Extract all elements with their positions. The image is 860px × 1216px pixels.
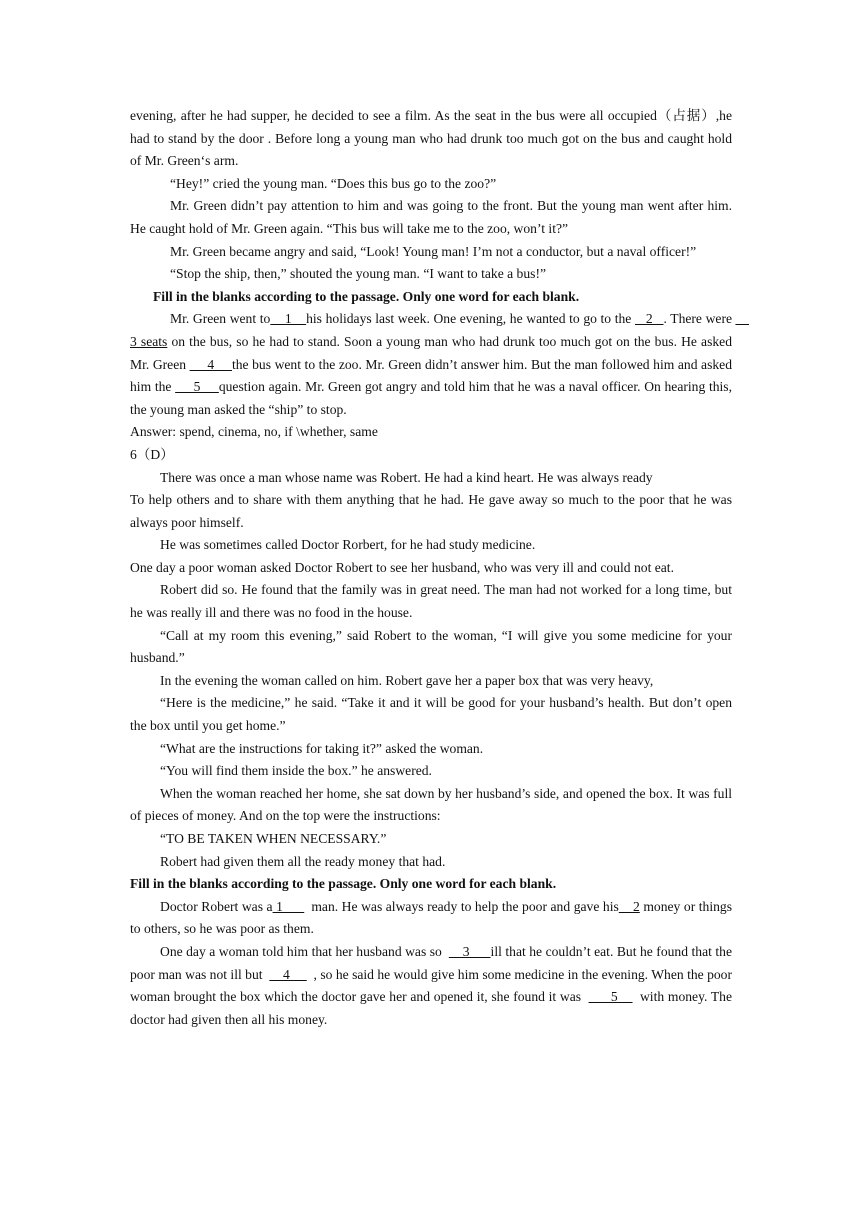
passage2-paragraph: “TO BE TAKEN WHEN NECESSARY.”	[160, 831, 387, 846]
answer-key: Answer: spend, cinema, no, if \whether, same	[130, 424, 378, 440]
section-label: 6（D）	[130, 446, 174, 462]
blank-4: 4	[189, 356, 232, 372]
passage2-paragraph: “Here is the medicine,” he said. “Take it and it will be good for your husband’s health. But don’t open the box until you get home.”	[130, 695, 732, 734]
passage2-paragraph: When the woman reached her home, she sat down by her husband’s side, and opened the box. It was full of pieces of money. And on the top were the instructions:	[130, 785, 732, 824]
passage1-paragraph: “Stop the ship, then,” shouted the young man. “I want to take a bus!”	[170, 266, 547, 282]
text-segment: money or things to others, so he was poor as them.	[130, 898, 736, 937]
passage2-paragraph: There was once a man whose name was Robert. He had a kind heart. He was always ready	[160, 469, 653, 485]
blank-4: 4	[269, 966, 307, 982]
passage2-paragraph: To help others and to share with them anything that he had. He gave away so much to the poor that he was always poor himself.	[130, 492, 732, 530]
text-segment: One day a woman told him that her husband was so	[160, 943, 449, 959]
text-segment: man. He was always ready to help the poor and gave his	[304, 898, 619, 914]
passage2-paragraph: He was sometimes called Doctor Rorbert, for he had study medicine.	[160, 537, 536, 553]
text-segment: with money. The doctor had given then all his money.	[130, 989, 736, 1027]
text-segment: Mr. Green went to	[170, 311, 271, 327]
text-segment: , so he said he would give him some medicine in the evening. When the poor woman brought the box which the doctor gave her and opened it, she found it was	[130, 966, 736, 1005]
passage2-paragraph: Robert did so. He found that the family was in great need. The man had not worked for a long time, but he was really ill and there was no food in the house.	[130, 582, 732, 621]
passage2-paragraph: “You will find them inside the box.” he answered.	[160, 763, 432, 779]
blank-1: 1	[270, 311, 307, 327]
text-segment: ill that he couldn’t eat. But he found that the poor man was not ill but	[130, 943, 736, 982]
exercise1-heading: Fill in the blanks according to the passage. Only one word for each blank.	[153, 288, 580, 304]
exercise2-text	[130, 896, 736, 941]
passage2-paragraph: “Call at my room this evening,” said Robert to the woman, “I will give you some medicine for your husband.”	[130, 627, 732, 666]
text-segment: question again. Mr. Green got angry and told him that he was a naval officer. On hearing this, the young man asked the “ship” to stop.	[130, 379, 736, 417]
text-segment: his holidays last week. One evening, he wanted to go to the	[306, 311, 635, 327]
passage1-paragraph: “Hey!” cried the young man. “Does this bus go to the zoo?”	[170, 175, 497, 191]
blank-1: 1	[272, 898, 305, 914]
blank-3: 3	[448, 943, 491, 959]
blank-2: 2	[618, 898, 640, 914]
passage1-paragraph: Mr. Green became angry and said, “Look! Young man! I’m not a conductor, but a naval officer!”	[170, 243, 697, 259]
blank-2: 2	[634, 311, 664, 327]
passage2-paragraph: Robert had given them all the ready money that had.	[160, 853, 446, 869]
document-page	[130, 105, 749, 1031]
passage2-paragraph: In the evening the woman called on him. Robert gave her a paper box that was very heavy,	[160, 672, 654, 688]
text-segment: the bus went to the zoo. Mr. Green didn’t answer him. But the man followed him and asked him the	[130, 356, 736, 395]
text-segment: . There were	[663, 311, 736, 327]
blank-5: 5	[175, 379, 219, 395]
passage1-paragraph: evening, after he had supper, he decided to see a film. As the seat in the bus were all occupied（占据）,he had to stand by the door . Before long a young man who had drunk too much got on the bus and caught hold of Mr. Green‘s arm.	[130, 108, 732, 169]
blank-3: 3 seats	[130, 311, 749, 349]
exercise2-text	[130, 941, 736, 1031]
passage2-paragraph: One day a poor woman asked Doctor Robert to see her husband, who was very ill and could not eat.	[130, 559, 674, 575]
blank-5: 5	[588, 989, 633, 1005]
exercise1-text	[130, 308, 749, 421]
passage1-paragraph: Mr. Green didn’t pay attention to him and was going to the front. But the young man went after him. He caught hold of Mr. Green again. “This bus will take me to the zoo, won’t it?”	[130, 198, 732, 236]
text-segment: Doctor Robert was a	[160, 898, 273, 914]
passage2-paragraph: “What are the instructions for taking it?” asked the woman.	[160, 740, 484, 756]
text-segment: on the bus, so he had to stand. Soon a young man who had drunk too much got on the bus. He asked Mr. Green	[130, 333, 736, 372]
exercise2-heading: Fill in the blanks according to the passage. Only one word for each blank.	[130, 876, 557, 892]
